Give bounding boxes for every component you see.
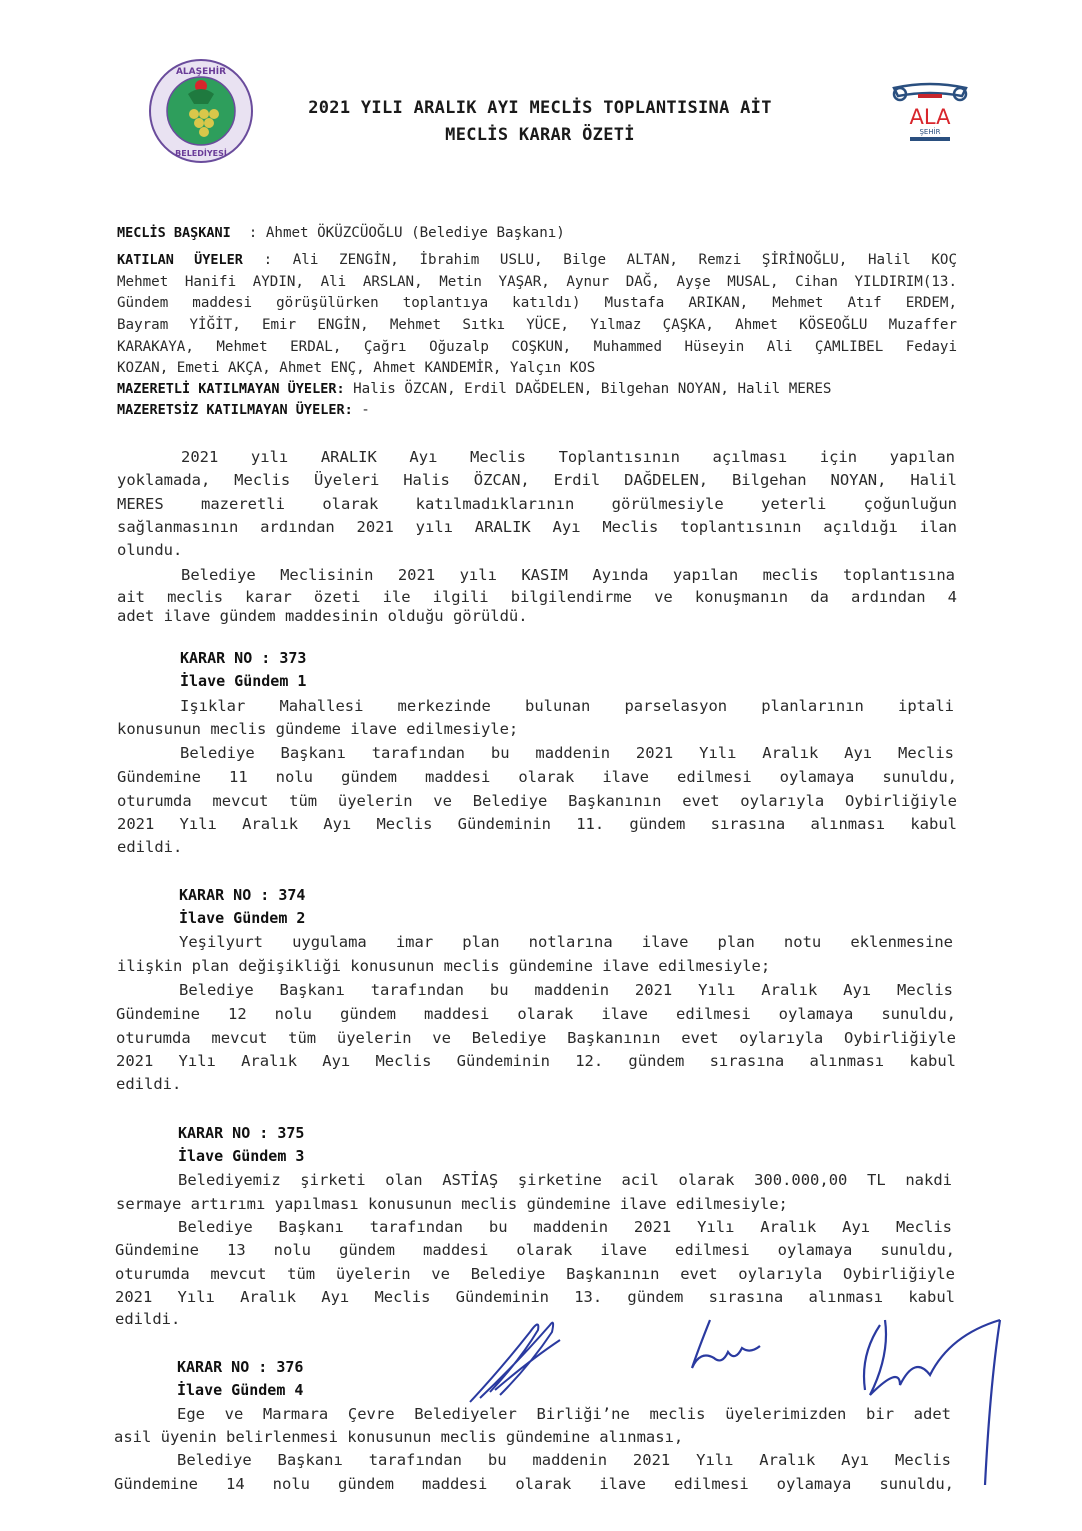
decision-375-line-5: oturumda mevcut tüm üyelerin ve Belediye Başkanının evet oylarıyla Oybirliğiyle	[115, 1265, 955, 1283]
decision-375-line-2: sermaye artırımı yapılması konusunun meclis gündemine ilave edilmesiyle;	[116, 1195, 788, 1213]
intro-p1-line-4: sağlanmasının ardından 2021 yılı ARALIK Ayı Meclis toplantısının açıldığı ilan	[117, 518, 957, 536]
members-row	[117, 253, 957, 268]
city-logo-text: ALA	[909, 105, 951, 129]
city-logo	[888, 80, 972, 144]
intro-p1-line-1: 2021 yılı ARALIK Ayı Meclis Toplantısının açılması için yapılan	[181, 448, 955, 466]
president-label: MECLİS BAŞKANI	[117, 225, 231, 241]
members-label: KATILAN ÜYELER	[117, 252, 243, 268]
decision-373-line-4: Gündemine 11 nolu gündem maddesi olarak ilave edilmesi oylamaya sunuldu,	[117, 768, 957, 786]
seal-text-bottom: BELEDİYESİ	[175, 149, 227, 158]
decision-373-line-3: Belediye Başkanı tarafından bu maddenin 2021 Yılı Aralık Ayı Meclis	[180, 744, 954, 762]
decision-375-line-7: edildi.	[115, 1310, 181, 1328]
excused-value: Halis ÖZCAN, Erdil DAĞDELEN, Bilgehan NOYAN, Halil MERES	[344, 381, 832, 397]
intro-p1-line-5: olundu.	[117, 541, 183, 559]
decision-375-line-4: Gündemine 13 nolu gündem maddesi olarak ilave edilmesi oylamaya sunuldu,	[115, 1241, 955, 1259]
intro-p2-line-2: ait meclis karar özeti ile ilgili bilgilendirme ve konuşmanın da ardından 4	[117, 588, 957, 606]
president-row	[117, 226, 957, 241]
signature-1	[460, 1310, 590, 1410]
decision-374-number: KARAR NO : 374	[179, 886, 306, 904]
decision-376-line-4: Gündemine 14 nolu gündem maddesi olarak ilave edilmesi oylamaya sunuldu,	[114, 1475, 954, 1493]
members-line-3: Gündem maddesi görüşülürken toplantıya katıldı) Mustafa ARIKAN, Mehmet Atıf ERDEM,	[117, 295, 957, 311]
signature-2	[680, 1310, 780, 1380]
decision-375-line-3: Belediye Başkanı tarafından bu maddenin 2021 Yılı Aralık Ayı Meclis	[178, 1218, 952, 1236]
intro-p2-line-1: Belediye Meclisinin 2021 yılı KASIM Ayında yapılan meclis toplantısına	[181, 566, 955, 584]
decision-373-line-5: oturumda mevcut tüm üyelerin ve Belediye Başkanının evet oylarıyla Oybirliğiyle	[117, 792, 957, 810]
members-line-2: Mehmet Hanifi AYDIN, Ali ARSLAN, Metin YAŞAR, Aynur DAĞ, Ayşe MUSAL, Cihan YILDIRIM(13.	[117, 274, 957, 290]
seal-text-top: ALAŞEHİR	[175, 67, 227, 77]
signature-3	[840, 1305, 1020, 1495]
decision-373-line-1: Işıklar Mahallesi merkezinde bulunan parselasyon planlarının iptali	[180, 697, 954, 715]
members-line-6: KOZAN, Emeti AKÇA, Ahmet ENÇ, Ahmet KANDEMİR, Yalçın KOS	[117, 360, 596, 376]
decision-374-subtitle: İlave Gündem 2	[179, 909, 306, 927]
intro-p1-line-3: MERES mazeretli olarak katılmadıklarının görülmesiyle yeterli çoğunluğun	[117, 495, 957, 513]
members-line-4: Bayram YİĞİT, Emir ENGİN, Mehmet Sıtkı YÜCE, Yılmaz ÇAŞKA, Ahmet KÖSEOĞLU Muzaffer	[117, 317, 957, 333]
excused-row	[117, 382, 957, 397]
decision-375-number: KARAR NO : 375	[178, 1124, 305, 1142]
document-subtitle: MECLİS KARAR ÖZETİ	[445, 125, 635, 145]
decision-375-line-6: 2021 Yılı Aralık Ayı Meclis Gündeminin 13. gündem sırasına alınması kabul	[115, 1288, 955, 1306]
decision-374-line-5: oturumda mevcut tüm üyelerin ve Belediye Başkanının evet oylarıyla Oybirliğiyle	[116, 1029, 956, 1047]
decision-373-line-7: edildi.	[117, 838, 183, 856]
decision-373-line-2: konusunun meclis gündeme ilave edilmesiyle;	[117, 720, 519, 738]
decision-373-subtitle: İlave Gündem 1	[180, 672, 307, 690]
decision-374-line-2: ilişkin plan değişikliği konusunun meclis gündemine ilave edilmesiyle;	[117, 957, 771, 975]
city-logo-subtext: ŞEHİR	[919, 128, 941, 136]
decision-374-line-1: Yeşilyurt uygulama imar plan notlarına ilave plan notu eklenmesine	[179, 933, 953, 951]
decision-376-number: KARAR NO : 376	[177, 1358, 304, 1376]
decision-376-subtitle: İlave Gündem 4	[177, 1381, 304, 1399]
decision-373-line-6: 2021 Yılı Aralık Ayı Meclis Gündeminin 11. gündem sırasına alınması kabul	[117, 815, 957, 833]
decision-374-line-6: 2021 Yılı Aralık Ayı Meclis Gündeminin 12. gündem sırasına alınması kabul	[116, 1052, 956, 1070]
decision-374-line-4: Gündemine 12 nolu gündem maddesi olarak ilave edilmesi oylamaya sunuldu,	[116, 1005, 956, 1023]
members-line-1: : Ali ZENGİN, İbrahim USLU, Bilge ALTAN, Remzi ŞİRİNOĞLU, Halil KOÇ	[263, 252, 957, 268]
intro-p2-line-3: adet ilave gündem maddesinin olduğu görüldü.	[117, 607, 528, 625]
document-title: 2021 YILI ARALIK AYI MECLİS TOPLANTISINA AİT	[308, 98, 772, 118]
members-line-5: KARAKAYA, Mehmet ERDAL, Çağrı Oğuzalp COŞKUN, Muhammed Hüseyin Ali ÇAMLIBEL Fedayi	[117, 339, 957, 355]
excused-label: MAZERETLİ KATILMAYAN ÜYELER:	[117, 381, 345, 397]
decision-376-line-3: Belediye Başkanı tarafından bu maddenin 2021 Yılı Aralık Ayı Meclis	[177, 1451, 951, 1469]
municipality-seal-logo	[148, 58, 254, 164]
decision-374-line-7: edildi.	[116, 1075, 182, 1093]
decision-373-number: KARAR NO : 373	[180, 649, 307, 667]
decision-375-line-1: Belediyemiz şirketi olan ASTİAŞ şirketine acil olarak 300.000,00 TL nakdi	[178, 1171, 952, 1189]
unexcused-label: MAZERETSİZ KATILMAYAN ÜYELER:	[117, 402, 353, 418]
decision-376-line-1: Ege ve Marmara Çevre Belediyeler Birliği’ne meclis üyelerimizden bir adet	[177, 1405, 951, 1423]
unexcused-value: -	[352, 402, 370, 418]
president-value: : Ahmet ÖKÜZCÜOĞLU (Belediye Başkanı)	[248, 225, 565, 241]
unexcused-row	[117, 403, 957, 418]
decision-376-line-2: asil üyenin belirlenmesi konusunun meclis gündemine alınması,	[114, 1428, 684, 1446]
decision-375-subtitle: İlave Gündem 3	[178, 1147, 305, 1165]
decision-374-line-3: Belediye Başkanı tarafından bu maddenin 2021 Yılı Aralık Ayı Meclis	[179, 981, 953, 999]
intro-p1-line-2: yoklamada, Meclis Üyeleri Halis ÖZCAN, Erdil DAĞDELEN, Bilgehan NOYAN, Halil	[117, 471, 957, 489]
